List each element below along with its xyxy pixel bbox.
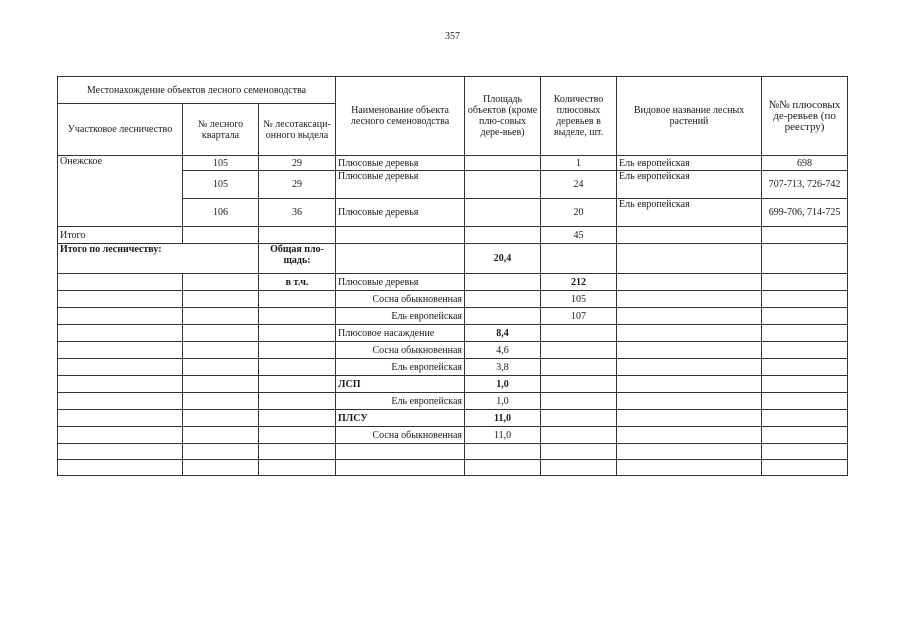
count-cell [541, 359, 617, 376]
registry-cell [762, 427, 848, 444]
registry-cell [762, 308, 848, 325]
species-cell [617, 359, 762, 376]
header-area: Площадь объектов (кроме плю-совых дере-вьев) [465, 77, 541, 156]
table-row [58, 227, 848, 244]
quarter-cell [183, 410, 259, 427]
species-cell: Ель европейская [617, 171, 762, 199]
quarter-cell [183, 427, 259, 444]
empty-cell [183, 444, 259, 460]
count-cell: 107 [541, 308, 617, 325]
section-cell [259, 410, 336, 427]
count-cell: 24 [541, 171, 617, 199]
area-cell: 1,0 [465, 376, 541, 393]
object-name-cell: Плюсовые деревья [336, 156, 465, 171]
count-cell [541, 427, 617, 444]
empty-cell [465, 460, 541, 476]
species-cell [617, 342, 762, 359]
empty-cell [541, 444, 617, 460]
count-cell: 105 [541, 291, 617, 308]
object-name-cell: Плюсовые деревья [336, 171, 465, 199]
header-count: Количество плюсовых деревьев в выделе, шт. [541, 77, 617, 156]
table-row [58, 410, 848, 427]
table-row [58, 359, 848, 376]
area-cell: 20,4 [465, 244, 541, 274]
quarter-cell [183, 393, 259, 410]
table-row [58, 274, 848, 291]
section-cell: 36 [259, 199, 336, 227]
species-cell [617, 325, 762, 342]
area-cell [465, 199, 541, 227]
count-cell [541, 393, 617, 410]
area-cell: 3,8 [465, 359, 541, 376]
area-cell: 1,0 [465, 393, 541, 410]
table-row [58, 325, 848, 342]
count-cell [541, 376, 617, 393]
area-cell [465, 227, 541, 244]
registry-cell [762, 359, 848, 376]
species-cell [617, 393, 762, 410]
table-row [58, 291, 848, 308]
district-cell [58, 274, 183, 291]
registry-cell [762, 227, 848, 244]
quarter-cell: 105 [183, 171, 259, 199]
object-name-cell: Ель европейская [336, 308, 465, 325]
header-section: № лесотаксаци-онного выдела [259, 104, 336, 156]
empty-cell [762, 444, 848, 460]
table-row [58, 427, 848, 444]
table-row [58, 376, 848, 393]
count-cell [541, 410, 617, 427]
registry-cell [762, 325, 848, 342]
table-row [58, 244, 848, 274]
species-cell [617, 291, 762, 308]
count-cell [541, 244, 617, 274]
area-cell [465, 171, 541, 199]
empty-cell [58, 460, 183, 476]
registry-cell [762, 393, 848, 410]
object-name-cell [336, 227, 465, 244]
object-name-cell: ПЛСУ [336, 410, 465, 427]
section-cell [259, 427, 336, 444]
empty-row [58, 444, 848, 460]
page-number: 357 [445, 31, 460, 42]
count-cell: 45 [541, 227, 617, 244]
area-cell [465, 156, 541, 171]
empty-cell [336, 460, 465, 476]
registry-cell [762, 342, 848, 359]
count-cell: 1 [541, 156, 617, 171]
header-quarter: № лесного квартала [183, 104, 259, 156]
count-cell [541, 325, 617, 342]
total-label-cell: Итого [58, 227, 183, 244]
count-cell: 20 [541, 199, 617, 227]
header-object-name: Наименование объекта лесного семеноводства [336, 77, 465, 156]
object-name-cell: Плюсовое насаждение [336, 325, 465, 342]
district-cell [58, 359, 183, 376]
district-cell [58, 410, 183, 427]
district-cell [58, 393, 183, 410]
quarter-cell [183, 291, 259, 308]
species-cell [617, 410, 762, 427]
count-cell [541, 342, 617, 359]
section-cell [259, 393, 336, 410]
area-cell: 11,0 [465, 427, 541, 444]
quarter-cell: 105 [183, 156, 259, 171]
empty-cell [58, 444, 183, 460]
table-row [58, 393, 848, 410]
empty-cell [617, 460, 762, 476]
district-cell [58, 325, 183, 342]
species-cell: Ель европейская [617, 199, 762, 227]
object-name-cell: Плюсовые деревья [336, 199, 465, 227]
section-cell [259, 291, 336, 308]
empty-row [58, 460, 848, 476]
district-cell [58, 342, 183, 359]
registry-cell: 699-706, 714-725 [762, 199, 848, 227]
district-cell [58, 291, 183, 308]
section-cell [259, 359, 336, 376]
species-cell: Ель европейская [617, 156, 762, 171]
section-cell [259, 325, 336, 342]
forest-seed-objects-table [57, 76, 848, 476]
quarter-cell [183, 227, 259, 244]
table-row [58, 156, 848, 171]
object-name-cell [336, 244, 465, 274]
district-cell [58, 308, 183, 325]
table-row [58, 342, 848, 359]
section-cell [259, 227, 336, 244]
area-cell [465, 274, 541, 291]
header-location-group: Местонахождение объектов лесного семеноводства [58, 77, 336, 104]
quarter-cell [183, 308, 259, 325]
area-cell: 11,0 [465, 410, 541, 427]
registry-cell [762, 274, 848, 291]
section-cell: 29 [259, 171, 336, 199]
section-cell [259, 342, 336, 359]
header-species: Видовое название лесных растений [617, 77, 762, 156]
district-cell: Онежское [58, 156, 183, 227]
table-row [58, 308, 848, 325]
quarter-cell: 106 [183, 199, 259, 227]
empty-cell [183, 460, 259, 476]
quarter-cell [183, 342, 259, 359]
area-cell: 8,4 [465, 325, 541, 342]
species-cell [617, 427, 762, 444]
area-cell [465, 308, 541, 325]
section-cell: 29 [259, 156, 336, 171]
total-area-label: Общая пло-щадь: [259, 244, 336, 274]
species-cell [617, 244, 762, 274]
including-label: в т.ч. [259, 274, 336, 291]
object-name-cell: Плюсовые деревья [336, 274, 465, 291]
object-name-cell: Ель европейская [336, 393, 465, 410]
section-cell [259, 308, 336, 325]
empty-cell [259, 460, 336, 476]
species-cell [617, 227, 762, 244]
forestry-total-label: Итого по лесничеству: [58, 244, 259, 274]
object-name-cell: Сосна обыкновенная [336, 427, 465, 444]
quarter-cell [183, 274, 259, 291]
quarter-cell [183, 376, 259, 393]
area-cell: 4,6 [465, 342, 541, 359]
quarter-cell [183, 325, 259, 342]
registry-cell [762, 410, 848, 427]
registry-cell [762, 244, 848, 274]
registry-cell [762, 376, 848, 393]
registry-cell [762, 291, 848, 308]
object-name-cell: Сосна обыкновенная [336, 291, 465, 308]
count-cell: 212 [541, 274, 617, 291]
object-name-cell: Сосна обыкновенная [336, 342, 465, 359]
header-registry: №№ плюсовых де-ревьев (по реестру) [762, 77, 848, 156]
area-cell [465, 291, 541, 308]
empty-cell [336, 444, 465, 460]
district-cell [58, 376, 183, 393]
species-cell [617, 376, 762, 393]
empty-cell [465, 444, 541, 460]
quarter-cell [183, 359, 259, 376]
empty-cell [762, 460, 848, 476]
header-district: Участковое лесничество [58, 104, 183, 156]
district-cell [58, 427, 183, 444]
object-name-cell: ЛСП [336, 376, 465, 393]
object-name-cell: Ель европейская [336, 359, 465, 376]
registry-cell: 698 [762, 156, 848, 171]
empty-cell [541, 460, 617, 476]
empty-cell [617, 444, 762, 460]
species-cell [617, 308, 762, 325]
species-cell [617, 274, 762, 291]
section-cell [259, 376, 336, 393]
registry-cell: 707-713, 726-742 [762, 171, 848, 199]
empty-cell [259, 444, 336, 460]
